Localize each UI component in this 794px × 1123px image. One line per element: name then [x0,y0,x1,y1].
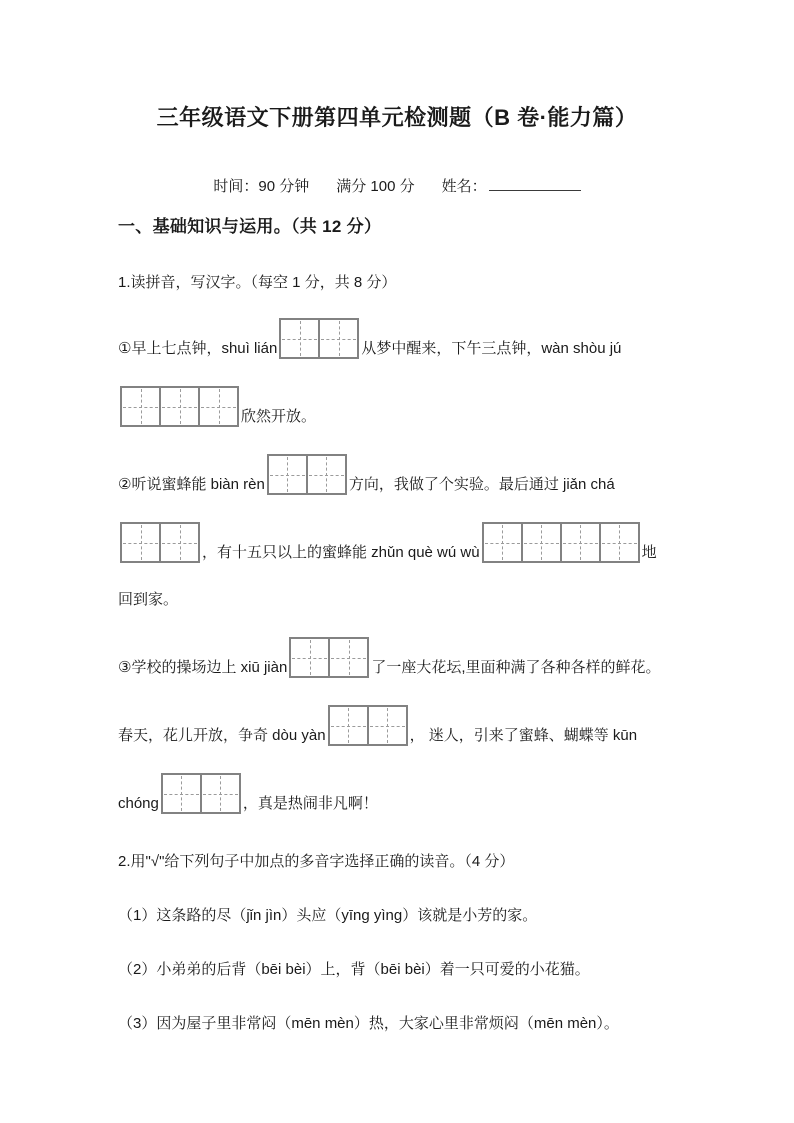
sentence-text: 回到家。 [118,591,179,608]
pinyin-sentence-line [118,590,708,610]
writing-grid-cell[interactable] [122,524,159,561]
pinyin-sentence-line [118,705,708,746]
writing-grid-cell[interactable] [163,775,200,812]
writing-grid-cell[interactable] [328,639,367,676]
writing-grid-cell[interactable] [200,775,239,812]
writing-grid[interactable] [267,454,347,495]
sentence-text: ， 迷人，引来了蜜蜂、蝴蝶等 kūn [409,727,638,744]
question2-item-2: （2）小弟弟的后背（bēi bèi）上，背（bēi bèi）着一只可爱的小花猫。 [118,961,590,978]
pinyin-sentence-line [118,773,708,814]
writing-grid-cell[interactable] [599,524,638,561]
writing-grid-cell[interactable] [198,388,237,425]
sentence-text: 春天，花儿开放，争奇 dòu yàn [118,727,326,744]
question2-item-3: （3）因为屋子里非常闷（mēn mèn）热，大家心里非常烦闷（mēn mèn）。 [118,1015,619,1032]
question2-item-1: （1）这条路的尽（jǐn jìn）头应（yīng yìng）该就是小芳的家。 [118,907,538,924]
pinyin-sentence-line [118,454,708,495]
writing-grid-cell[interactable] [122,388,159,425]
sentence-text: ，有十五只以上的蜜蜂能 zhǔn què wú wù [202,544,480,561]
writing-grid[interactable] [120,522,200,563]
writing-grid-cell[interactable] [291,639,328,676]
sentence-text: 地 [641,544,657,561]
sentence-text: 欣然开放。 [241,408,317,425]
writing-grid-cell[interactable] [269,456,306,493]
pinyin-sentence-line [118,386,708,427]
name-label: 姓名： [441,178,487,195]
writing-grid[interactable] [482,522,640,563]
writing-grid[interactable] [161,773,241,814]
sentence-text: ②听说蜜蜂能 biàn rèn [118,476,265,493]
writing-grid-cell[interactable] [484,524,521,561]
sentence-text: ③学校的操场边上 xiū jiàn [118,659,288,676]
time-label: 时间：90 分钟 [213,178,310,195]
writing-grid-cell[interactable] [318,320,357,357]
writing-grid-cell[interactable] [281,320,318,357]
paper-content [118,212,708,1034]
writing-grid-cell[interactable] [306,456,345,493]
full-score-label: 满分 100 分 [336,178,415,195]
section-one-heading: 一、基础知识与运用。（共 12 分） [118,217,382,236]
question2-prompt: 2.用"√"给下列句子中加点的多音字选择正确的读音。（4 分） [118,853,515,870]
writing-grid-cell[interactable] [367,707,406,744]
writing-grid-cell[interactable] [159,388,198,425]
writing-grid-cell[interactable] [560,524,599,561]
sentence-text: 方向，我做了个实验。最后通过 jiǎn chá [348,476,615,493]
pinyin-sentence-line [118,522,708,563]
sentence-text: ，真是热闹非凡啊！ [242,795,378,812]
writing-grid-cell[interactable] [521,524,560,561]
writing-grid[interactable] [279,318,359,359]
sentence-text: ①早上七点钟，shuì lián [118,340,278,357]
pinyin-sentence-line [118,637,708,678]
writing-grid-cell[interactable] [330,707,367,744]
sentence-text: 从梦中醒来，下午三点钟，wàn shòu jú [361,340,622,357]
writing-grid[interactable] [328,705,408,746]
writing-grid-cell[interactable] [159,524,198,561]
writing-grid[interactable] [289,637,369,678]
name-label-wrap [442,173,581,196]
name-blank-field[interactable] [489,173,581,191]
paper-meta-row [0,173,794,196]
sentence-text: chóng [118,795,159,812]
question1-body [118,318,708,814]
page-title: 三年级语文下册第四单元检测题（B 卷·能力篇） [156,105,638,130]
sentence-text: 了一座大花坛,里面种满了各种各样的鲜花。 [371,659,661,676]
pinyin-sentence-line [118,318,708,359]
writing-grid[interactable] [120,386,239,427]
question1-prompt: 1.读拼音，写汉字。（每空 1 分，共 8 分） [118,274,397,291]
